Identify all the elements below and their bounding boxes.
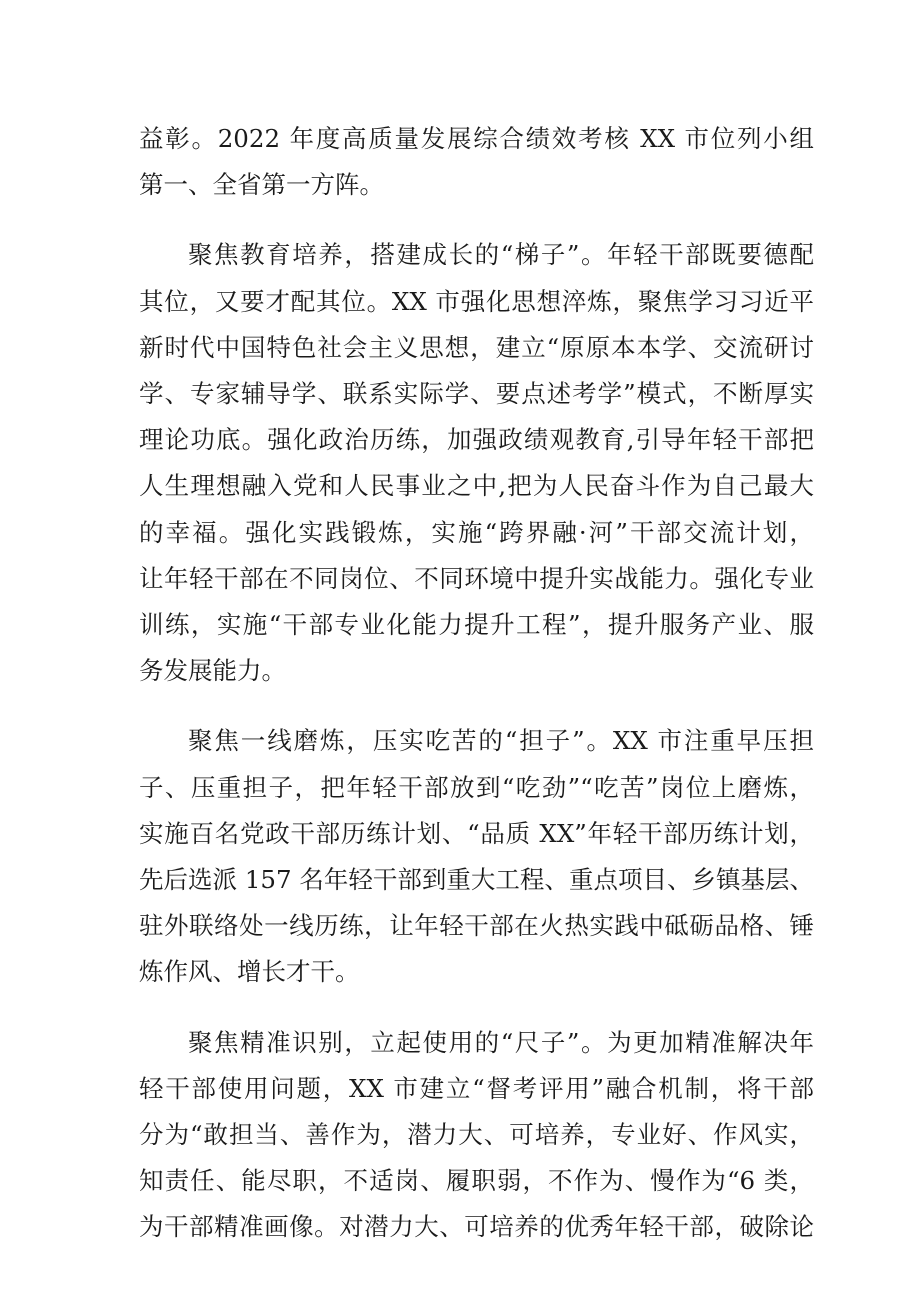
text-line: 聚焦教育培养，搭建成长的“梯子”。年轻干部既要德配 bbox=[188, 240, 814, 270]
text-line: 子、压重担子，把年轻干部放到“吃劲”“吃苦”岗位上磨炼， bbox=[139, 772, 814, 802]
text-line: 知责任、能尽职，不适岗、履职弱，不作为、慢作为“6 类， bbox=[139, 1166, 814, 1196]
text-line: 益彰。2022 年度高质量发展综合绩效考核 XX 市位列小组 bbox=[139, 124, 814, 153]
text-line: 炼作风、增长才干。 bbox=[139, 957, 360, 987]
paragraph-4 bbox=[139, 1020, 814, 1251]
text-line: 人生理想融入党和人民事业之中,把为人民奋斗作为自己最大 bbox=[139, 471, 814, 501]
text-line: 先后选派 157 名年轻干部到重大工程、重点项目、乡镇基层、 bbox=[139, 865, 814, 895]
text-line: 实施百名党政干部历练计划、“品质 XX”年轻干部历练计划， bbox=[139, 818, 814, 848]
text-line: 训练，实施“干部专业化能力提升工程”，提升服务产业、服 bbox=[139, 610, 814, 640]
text-line: 聚焦精准识别，立起使用的“尺子”。为更加精准解决年 bbox=[188, 1027, 814, 1057]
text-line: 其位，又要才配其位。XX 市强化思想淬炼，聚焦学习习近平 bbox=[139, 286, 814, 316]
document-body bbox=[139, 116, 814, 1251]
text-line: 为干部精准画像。对潜力大、可培养的优秀年轻干部，破除论 bbox=[139, 1212, 814, 1242]
paragraph-3 bbox=[139, 718, 814, 995]
paragraph-1 bbox=[139, 116, 814, 208]
text-line: 分为“敢担当、善作为，潜力大、可培养，专业好、作风实， bbox=[139, 1120, 814, 1150]
text-line: 学、专家辅导学、联系实际学、要点述考学”模式，不断厚实 bbox=[139, 379, 814, 409]
paragraph-2 bbox=[139, 232, 814, 694]
text-line: 第一、全省第一方阵。 bbox=[139, 170, 384, 200]
text-line: 理论功底。强化政治历练，加强政绩观教育,引导年轻干部把 bbox=[139, 425, 814, 455]
text-line: 驻外联络处一线历练，让年轻干部在火热实践中砥砺品格、锤 bbox=[139, 911, 814, 941]
text-line: 让年轻干部在不同岗位、不同环境中提升实战能力。强化专业 bbox=[139, 563, 814, 593]
text-line: 聚焦一线磨炼，压实吃苦的“担子”。XX 市注重早压担 bbox=[188, 726, 814, 756]
text-line: 务发展能力。 bbox=[139, 656, 286, 686]
text-line: 的幸福。强化实践锻炼，实施“跨界融·河”干部交流计划， bbox=[139, 517, 814, 547]
text-line: 轻干部使用问题，XX 市建立“督考评用”融合机制，将干部 bbox=[139, 1073, 814, 1103]
text-line: 新时代中国特色社会主义思想，建立“原原本本学、交流研讨 bbox=[139, 332, 814, 362]
